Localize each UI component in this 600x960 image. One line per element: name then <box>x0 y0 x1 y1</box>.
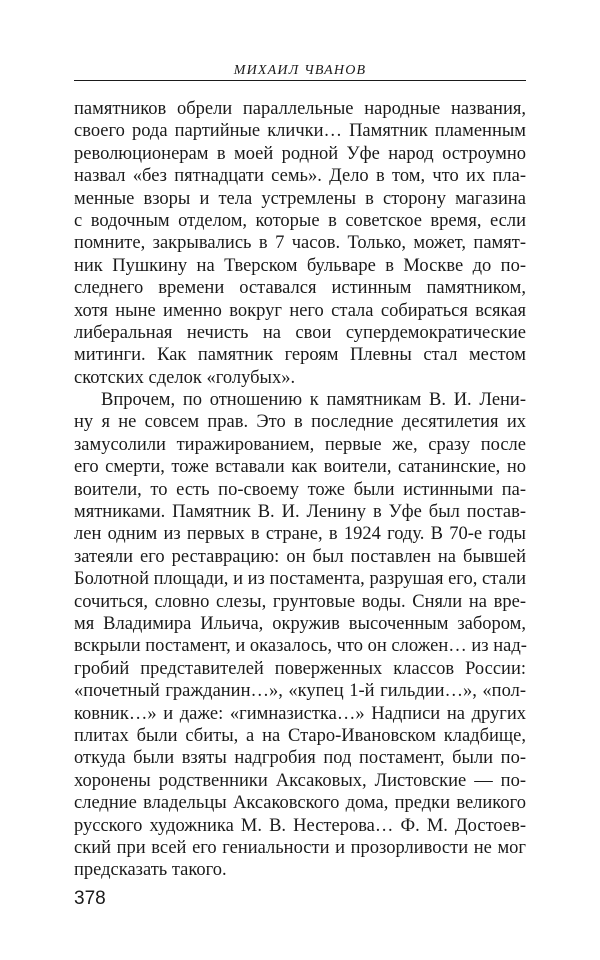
text-line: ковник…» и даже: «гимназистка…» Надписи на других <box>74 703 526 724</box>
text-line: замусолили тиражированием, первые же, сразу после <box>74 434 526 455</box>
text-line: воители, то есть по-своему тоже были истинными па- <box>74 479 526 500</box>
text-line: с водочным отделом, которые в советское время, если <box>74 210 526 231</box>
text-line: Болотной площади, и из постамента, разрушая его, стали <box>74 569 526 590</box>
text-line: плитах были сбиты, а на Старо-Ивановском кладбище, <box>74 725 526 746</box>
text-line: помните, закрывались в 7 часов. Только, может, памят- <box>74 233 526 254</box>
text-line: его смерти, тоже вставали как воители, сатанинские, но <box>74 457 526 478</box>
text-line: русского художника М. В. Нестерова… Ф. М. Достоев- <box>74 815 526 836</box>
text-line: либеральная нечисть на свои супердемократические <box>74 322 526 343</box>
text-line: следние владельцы Аксаковского дома, предки великого <box>74 793 526 814</box>
text-line: своего рода партийные клички… Памятник пламенным <box>74 121 526 142</box>
running-head: МИХАИЛ ЧВАНОВ <box>233 63 367 78</box>
text-line: мятниками. Памятник В. И. Ленину в Уфе был постав- <box>74 502 526 523</box>
text-line: гробий представителей поверженных классов России: <box>74 658 526 679</box>
text-line: Впрочем, по отношению к памятникам В. И. Лени- <box>101 390 526 411</box>
text-line: лен одним из первых в стране, в 1924 году. В 70-е годы <box>74 524 526 545</box>
text-line: хотя ныне именно вокруг него стала собираться всякая <box>74 300 526 321</box>
text-line: ник Пушкину на Тверском бульваре в Москве до по- <box>74 255 526 276</box>
paragraph <box>74 389 526 882</box>
text-line: ский при всей его гениальности и прозорливости не мог <box>74 837 526 858</box>
text-line: назвал «без пятнадцати семь». Дело в том, что их пла- <box>74 166 526 187</box>
text-line: мя Владимира Ильича, окружив высоченным забором, <box>74 613 526 634</box>
text-line: предсказать такого. <box>74 860 227 881</box>
text-line: затеяли его реставрацию: он был поставлен на бывшей <box>74 546 526 567</box>
text-line: «почетный гражданин…», «купец 1-й гильдии…», «пол- <box>74 681 526 702</box>
text-line: митинги. Как памятник героям Плевны стал местом <box>74 345 526 366</box>
text-line: революционерам в моей родной Уфе народ остроумно <box>74 143 526 164</box>
text-line: менные взоры и тела устремлены в сторону магазина <box>74 188 526 209</box>
text-line: сочиться, словно слезы, грунтовые воды. Сняли на вре- <box>74 591 526 612</box>
text-line: скотских сделок «голубых». <box>74 367 296 388</box>
text-line: ну я не совсем прав. Это в последние десятилетия их <box>74 412 526 433</box>
paragraph <box>74 98 526 389</box>
text-line: откуда были взяты надгробия под постамент, были по- <box>74 748 526 769</box>
text-line: следнего времени оставался истинным памятником, <box>74 278 526 299</box>
header-rule <box>74 80 526 81</box>
body-text <box>74 98 526 882</box>
text-line: хоронены родственники Аксаковых, Листовские — по- <box>74 770 526 791</box>
text-line: памятников обрели параллельные народные названия, <box>74 99 526 119</box>
text-line: вскрыли постамент, и оказалось, что он сложен… из над- <box>74 636 527 657</box>
page-number: 378 <box>74 888 106 909</box>
